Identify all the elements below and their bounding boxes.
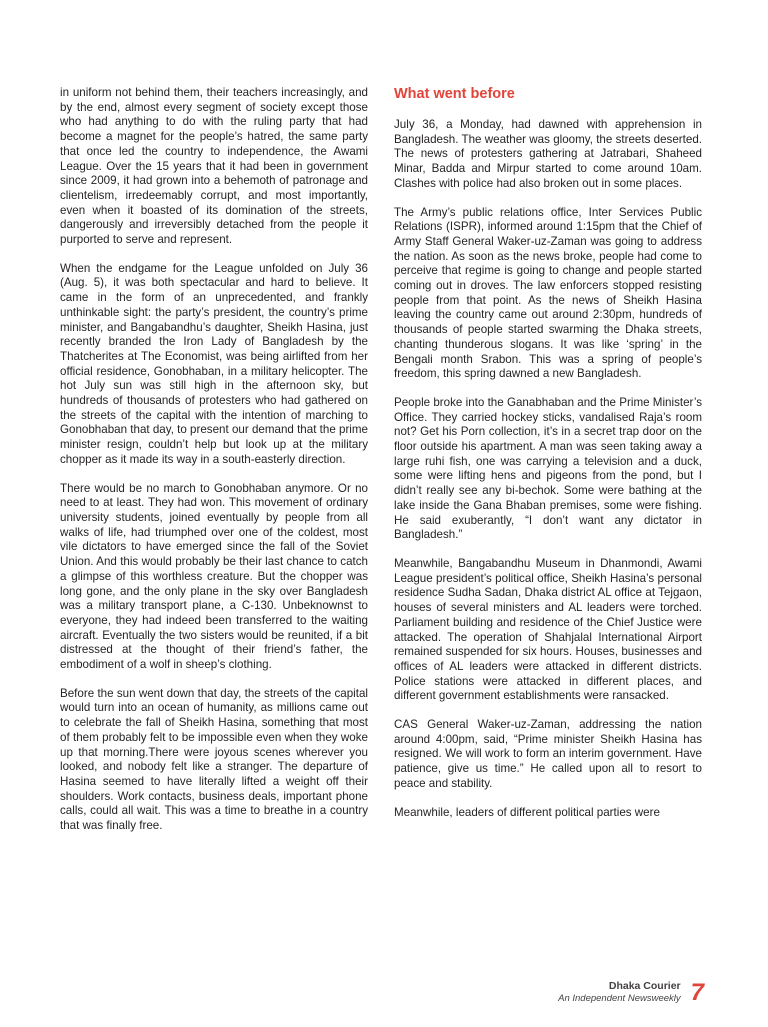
body-paragraph: CAS General Waker-uz-Zaman, addressing the nation around 4:00pm, said, “Prime minister Sheikh Hasina has resigned. We will work to form an interim government. Have patience, give us time.” He called upon all to resort to peace and stability.	[394, 718, 702, 790]
body-paragraph: Before the sun went down that day, the streets of the capital would turn into an ocean of humanity, as millions came out to celebrate the fall of Sheikh Hasina, something that most of them probably felt to be impossible even when they woke up that morning.There were joyous scenes wherever you looked, and nobody felt like a stranger. The departure of Hasina seemed to have literally lifted a weight off their shoulders. Work contacts, business deals, important phone calls, could all wait. This was a time to breathe in a country that was finally free.	[60, 686, 368, 833]
article-body	[60, 86, 702, 848]
article-left-column	[60, 86, 368, 848]
body-paragraph: in uniform not behind them, their teachers increasingly, and by the end, almost every segment of society except those who had anything to do with the ruling party that had become a magnet for the people’s hatred, the same party that once led the country to independence, the Awami League. Over the 15 years that it had been in government since 2009, it had grown into a behemoth of patronage and clientelism, irredeemably corrupt, and most importantly, even when it boasted of its domination of the streets, dangerously and irreversibly detached from the people it purported to serve and represent.	[60, 86, 368, 247]
body-paragraph: Meanwhile, leaders of different political parties were	[394, 805, 660, 819]
publication-name: Dhaka Courier	[608, 980, 681, 992]
body-paragraph: July 36, a Monday, had dawned with apprehension in Bangladesh. The weather was gloomy, the streets deserted. The news of protesters gathering at Jatrabari, Shaheed Minar, Badda and Mirpur started to come around 10am. Clashes with police had also broken out in some places.	[394, 118, 702, 190]
body-paragraph: People broke into the Ganabhaban and the Prime Minister’s Office. They carried hockey sticks, vandalised Raja’s room not? Get his Porn collection, it’s in a secret trap door on the floor outside his apartment. A man was seen taking away a large ruhi fish, one was carrying a television and a duck, some were lifting hens and pigeons from the pond, but I didn’t really see any bi-bechok. Some were bathing at the lake inside the Gana Bhaban premises, some were fishing. He said exuberantly, “I don’t want any dictator in Bangladesh.”	[394, 395, 702, 542]
page-number: 7	[690, 978, 704, 1006]
page-footer	[558, 980, 704, 1005]
article-right-column	[394, 86, 702, 848]
body-paragraph: When the endgame for the League unfolded on July 36 (Aug. 5), it was both spectacular and hard to believe. It came in the form of an unprecedented, and frankly unthinkable sight: the party’s president, the country’s prime minister, and Bangabandhu’s daughter, Sheikh Hasina, just recently branded the Iron Lady of Bangladesh by the Thatcherites at The Economist, was being airlifted from her official residence, Gonobhaban, in a military helicopter. The hot July sun was still high in the afternoon sky, but hundreds of thousands of protesters who had gathered on the streets of the capital with the intention of marching to Gonobhaban that day, to present our demand that the prime minister resign, couldn’t help but look up at the military chopper as it made its way in a south-easterly direction.	[60, 261, 368, 466]
body-paragraph: The Army’s public relations office, Inter Services Public Relations (ISPR), informed around 1:15pm that the Chief of Army Staff General Waker-uz-Zaman was going to address the nation. As soon as the news broke, people had come to perceive that regime is going to change and people started coming out in droves. The law enforcers stopped resisting people from that point. As the news of Sheikh Hasina leaving the country came out around 2:30pm, hundreds of thousands of people started swarming the Dhaka streets, chanting thunderous slogans. It was like ‘spring’ in the Bengali month Srabon. This was a spring of people’s freedom, this spring dawned a new Bangladesh.	[394, 205, 702, 381]
footer-text-block	[558, 980, 681, 1005]
publication-tagline: An Independent Newsweekly	[558, 993, 681, 1005]
body-paragraph: There would be no march to Gonobhaban anymore. Or no need to at least. They had won. This movement of ordinary university students, joined eventually by people from all walks of life, had triumphed over one of the coldest, most vile dictators to have emerged since the fall of the Soviet Union. And this would probably be their last chance to catch a glimpse of this worthless creature. But the chopper was long gone, and the only plane in the sky over Bangladesh was a military transport plane, a C-130. Unbeknownst to everyone, they had indeed been transferred to the waiting aircraft. Eventually the two sisters would be reunited, if a bit distressed at the thought of their friend’s father, the embodiment of a wolf in sheep’s clothing.	[60, 481, 368, 672]
body-paragraph: Meanwhile, Bangabandhu Museum in Dhanmondi, Awami League president’s political office, Sheikh Hasina’s personal residence Sudha Sadan, Dhaka district AL office at Tejgaon, houses of several ministers and AL leaders were torched. Parliament building and residence of the Chief Justice were attacked. The operation of Shahjalal International Airport remained suspended for six hours. Houses, businesses and offices of AL leaders were attacked in different districts. Police stations were attacked in different places, and different government establishments were ransacked.	[394, 556, 702, 703]
section-heading: What went before	[394, 86, 515, 102]
